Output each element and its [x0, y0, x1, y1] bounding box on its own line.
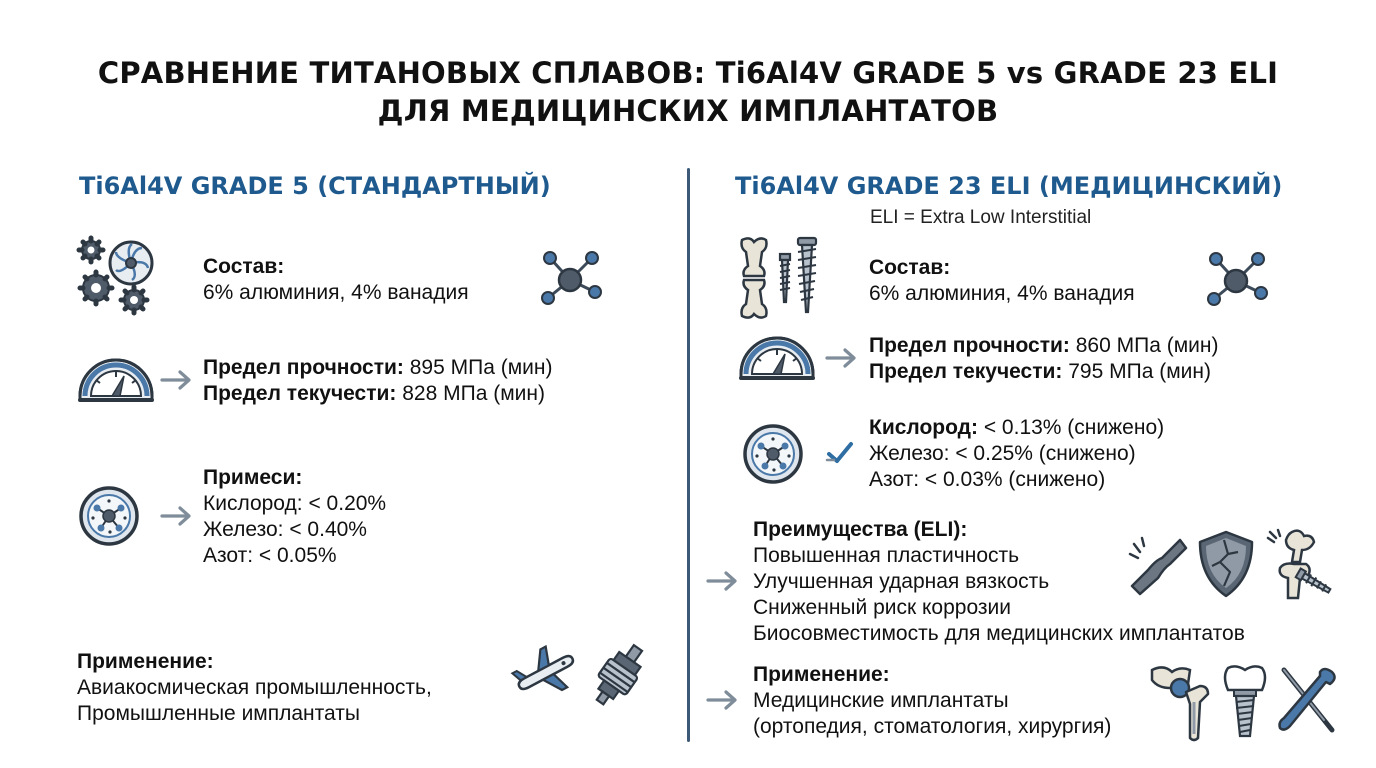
dental-implant-icon [1222, 664, 1268, 740]
column-divider [687, 168, 690, 742]
right-application-label: Применение: [753, 663, 890, 686]
bone-screw-icon [736, 236, 822, 320]
left-impurities [203, 465, 386, 569]
left-yield-label: Предел текучести: [203, 382, 397, 405]
page-title-line2: ДЛЯ МЕДИЦИНСКИХ ИМПЛАНТАТОВ [377, 94, 999, 128]
molecule-icon [540, 250, 602, 306]
right-oxygen-value: < 0.13% (снижено) [978, 416, 1165, 439]
left-application [77, 649, 432, 727]
page-title-line1: СРАВНЕНИЕ ТИТАНОВЫХ СПЛАВОВ: Ti6Al4V GRADE 5 vs GRADE 23 ELI [97, 56, 1279, 90]
right-strength [869, 333, 1218, 385]
gauge-icon [76, 356, 156, 404]
right-application-line2: (ортопедия, стоматология, хирургия) [753, 715, 1112, 738]
left-tensile-label: Предел прочности: [203, 356, 404, 379]
right-composition [869, 255, 1135, 307]
arrow-right-icon [160, 369, 194, 391]
gauge-icon [737, 334, 817, 382]
left-strength [203, 355, 552, 407]
right-tensile-value: 860 МПа (мин) [1069, 334, 1219, 357]
microstructure-icon [743, 424, 803, 484]
right-impurities [869, 415, 1164, 493]
molecule-icon [1206, 251, 1268, 307]
airplane-icon [512, 646, 578, 700]
bent-bar-icon [1126, 530, 1188, 596]
left-application-label: Применение: [77, 650, 214, 673]
right-composition-value: 6% алюминия, 4% ванадия [869, 282, 1135, 305]
hip-implant-icon [1150, 662, 1216, 742]
arrow-right-icon [706, 689, 740, 711]
arrow-right-icon [706, 570, 740, 592]
right-subheading: ELI = Extra Low Interstitial [870, 207, 1092, 228]
right-application [753, 662, 1111, 740]
advantage-item: Биосовместимость для медицинских имплантатов [753, 622, 1245, 645]
surgical-tools-icon [1276, 664, 1340, 738]
left-application-line1: Авиакосмическая промышленность, [77, 676, 432, 699]
left-composition-value: 6% алюминия, 4% ванадия [203, 281, 469, 304]
left-nitrogen: Азот: < 0.05% [203, 544, 337, 567]
left-heading: Ti6Al4V GRADE 5 (СТАНДАРТНЫЙ) [79, 172, 551, 200]
right-tensile-label: Предел прочности: [869, 334, 1070, 357]
left-iron: Железо: < 0.40% [203, 518, 367, 541]
advantage-item: Улучшенная ударная вязкость [753, 570, 1050, 593]
right-application-line1: Медицинские имплантаты [753, 689, 1009, 712]
right-yield-label: Предел текучести: [869, 360, 1063, 383]
right-advantages-label: Преимущества (ELI): [753, 518, 968, 541]
gears-turbine-icon [76, 236, 156, 316]
advantage-item: Сниженный риск коррозии [753, 596, 1011, 619]
left-application-line2: Промышленные имплантаты [77, 702, 360, 725]
machine-part-icon [588, 640, 650, 710]
left-yield-value: 828 МПа (мин) [396, 382, 545, 405]
joint-screw-icon [1266, 528, 1338, 602]
checkmark-icon [826, 440, 854, 466]
left-oxygen: Кислород: < 0.20% [203, 492, 387, 515]
right-yield-value: 795 МПа (мин) [1062, 360, 1211, 383]
left-tensile-value: 895 МПа (мин) [403, 356, 553, 379]
left-composition [203, 254, 469, 306]
arrow-right-icon [825, 347, 859, 369]
left-composition-label: Состав: [203, 255, 285, 278]
microstructure-icon [79, 486, 139, 546]
right-nitrogen: Азот: < 0.03% (снижено) [869, 468, 1106, 491]
right-composition-label: Состав: [869, 256, 951, 279]
left-impurities-label: Примеси: [203, 466, 303, 489]
arrow-right-icon [160, 505, 194, 527]
right-iron: Железо: < 0.25% (снижено) [869, 442, 1136, 465]
advantage-item: Повышенная пластичность [753, 544, 1020, 567]
shield-crack-icon [1196, 530, 1256, 598]
right-heading: Ti6Al4V GRADE 23 ELI (МЕДИЦИНСКИЙ) [735, 172, 1283, 200]
right-oxygen-label: Кислород: [869, 416, 978, 439]
